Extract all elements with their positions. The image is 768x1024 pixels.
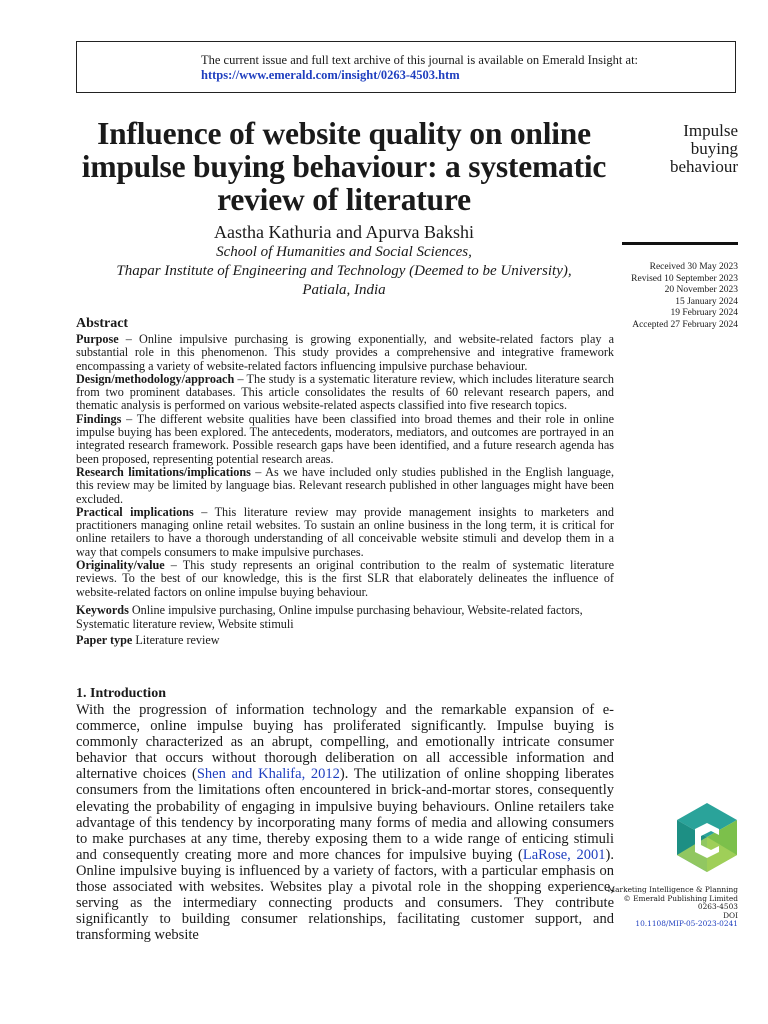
article-history <box>600 262 738 331</box>
imprint <box>600 886 738 929</box>
citation-link[interactable]: Shen and Khalifa, 2012 <box>196 766 340 783</box>
doi-line <box>600 912 738 929</box>
abstract-body <box>76 333 614 647</box>
publisher: © Emerald Publishing Limited <box>623 893 738 903</box>
section-text: – The different website qualities have been classified into broad themes and their role in online impulse buying has been explored. The antecedents, moderators, mediators, and outcomes are portrayed in an integrated research framework. Possible research gaps have been identified, and a future research agenda has been proposed, representing potential research areas. <box>76 411 614 466</box>
section-text: – This study represents an original contribution to the realm of systematic literature reviews. To the best of our knowledge, this is the first SLR that elaborately delineates the influence of website-related factors on online impulse buying behaviour. <box>76 558 614 599</box>
running-head-line: Impulse <box>683 121 738 140</box>
paper-type <box>76 633 614 647</box>
keywords-text: Online impulsive purchasing, Online impulse purchasing behaviour, Website-related factors, Systematic literature review, Website stimuli <box>76 602 583 631</box>
section-text: – This literature review may provide management insights to marketers and practitioners managing online retail websites. To sustain an online business in the long term, it is critical for online retailers to have a thorough understanding of all conceivable website stimuli and develop them in a way that compels consumers to make impulsive purchases. <box>76 504 614 559</box>
running-head-rule <box>622 242 738 245</box>
section-text: – Online impulsive purchasing is growing exponentially, and website-related factors play a substantial role in this phenomenon. This study provides a comprehensive and integrative framework encompassing a variety of website-related factors influencing impulsive purchase behaviour. <box>76 332 614 373</box>
issn: 0263-4503 <box>697 902 738 912</box>
affiliation-line: Patiala, India <box>302 282 386 298</box>
introduction-heading: 1. Introduction <box>76 686 166 701</box>
abstract-section-design <box>76 373 614 413</box>
paper-type-label: Paper type <box>76 632 133 647</box>
journal-name: Marketing Intelligence & Planning <box>607 885 738 894</box>
history-line: Accepted 27 February 2024 <box>632 319 738 330</box>
history-line: 20 November 2023 <box>664 285 738 295</box>
running-head-line: behaviour <box>670 157 738 176</box>
intro-text: ). The utilization of online shopping liberates consumers from the limitations often encountered in brick-and-mortar stores, consequently elevating the probability of engaging in impulsive buying behaviours. Online retailers take advantage of this tendency by incorporating many forms of media and allowing consumers to make purchases at any time, thereby exposing them to a wide range of enticing stimuli and consequently creating more and more chances for impulsive buying ( <box>76 766 614 863</box>
emerald-logo-icon <box>675 803 739 873</box>
abstract-section-purpose <box>76 333 614 373</box>
section-label: Practical implications <box>76 504 194 519</box>
journal-notice-box <box>76 41 736 93</box>
running-head <box>616 122 738 176</box>
journal-url-link[interactable]: https://www.emerald.com/insight/0263-4503.htm <box>201 68 460 82</box>
section-text: – As we have included only studies published in the English language, this review may be limited by language bias. Relevant research published in other languages might have been excluded. <box>76 464 614 506</box>
running-head-line: buying <box>690 139 738 158</box>
journal-notice <box>201 53 638 83</box>
affiliation <box>76 243 612 300</box>
paper-type-text: Literature review <box>132 632 220 647</box>
keywords-label: Keywords <box>76 602 129 617</box>
history-line: Received 30 May 2023 <box>649 262 738 272</box>
notice-text: The current issue and full text archive of this journal is available on Emerald Insight at: <box>201 53 639 67</box>
abstract-section-findings <box>76 413 614 466</box>
section-label: Findings <box>76 411 122 426</box>
history-line: 15 January 2024 <box>675 296 738 307</box>
abstract-section-originality <box>76 559 614 599</box>
intro-text: With the progression of information technology and the remarkable expansion of e-commerce, online impulse buying has proliferated significantly. Impulse buying is commonly characterized as an abrupt, compelling, and emotionally intricate consumer behavior that occurs without thorough deliberation on all accessible information and alternative choices ( <box>76 702 614 783</box>
history-line: 19 February 2024 <box>670 308 738 318</box>
affiliation-line: School of Humanities and Social Sciences, <box>216 244 472 260</box>
intro-text: ). Online impulsive buying is influenced by a variety of factors, with a particular emphasis on those associated with websites. Websites play a pivotal role in the shopping experience, serving as the intermediary connecting products and consumers. They contribute significantly to building consumer relationships, facilitating customer support, and transforming website <box>76 846 614 944</box>
abstract-heading: Abstract <box>76 316 129 331</box>
abstract-section-practical <box>76 506 614 559</box>
section-label: Purpose <box>76 332 119 346</box>
doi-label: DOI <box>723 910 738 920</box>
section-text: – The study is a systematic literature review, which includes literature search from two prominent databases. This article consolidates the results of 60 relevant research papers, and thematic analysis is performed on various website-related aspects classified into five research topics. <box>76 371 614 413</box>
section-label: Originality/value <box>76 558 165 573</box>
section-label: Research limitations/implications <box>76 464 251 479</box>
abstract-section-limitations <box>76 466 614 506</box>
introduction-body <box>76 702 614 943</box>
keywords <box>76 603 614 631</box>
article-title: Influence of website quality on online impulse buying behaviour: a systematic review of literature <box>81 116 607 217</box>
history-line: Revised 10 September 2023 <box>631 273 738 284</box>
section-label: Design/methodology/approach <box>76 371 235 386</box>
affiliation-line: Thapar Institute of Engineering and Technology (Deemed to be University), <box>116 263 572 279</box>
authors: Aastha Kathuria and Apurva Bakshi <box>214 222 474 242</box>
doi-link[interactable]: 10.1108/MIP-05-2023-0241 <box>635 919 738 929</box>
citation-link[interactable]: LaRose, 2001 <box>522 846 606 863</box>
